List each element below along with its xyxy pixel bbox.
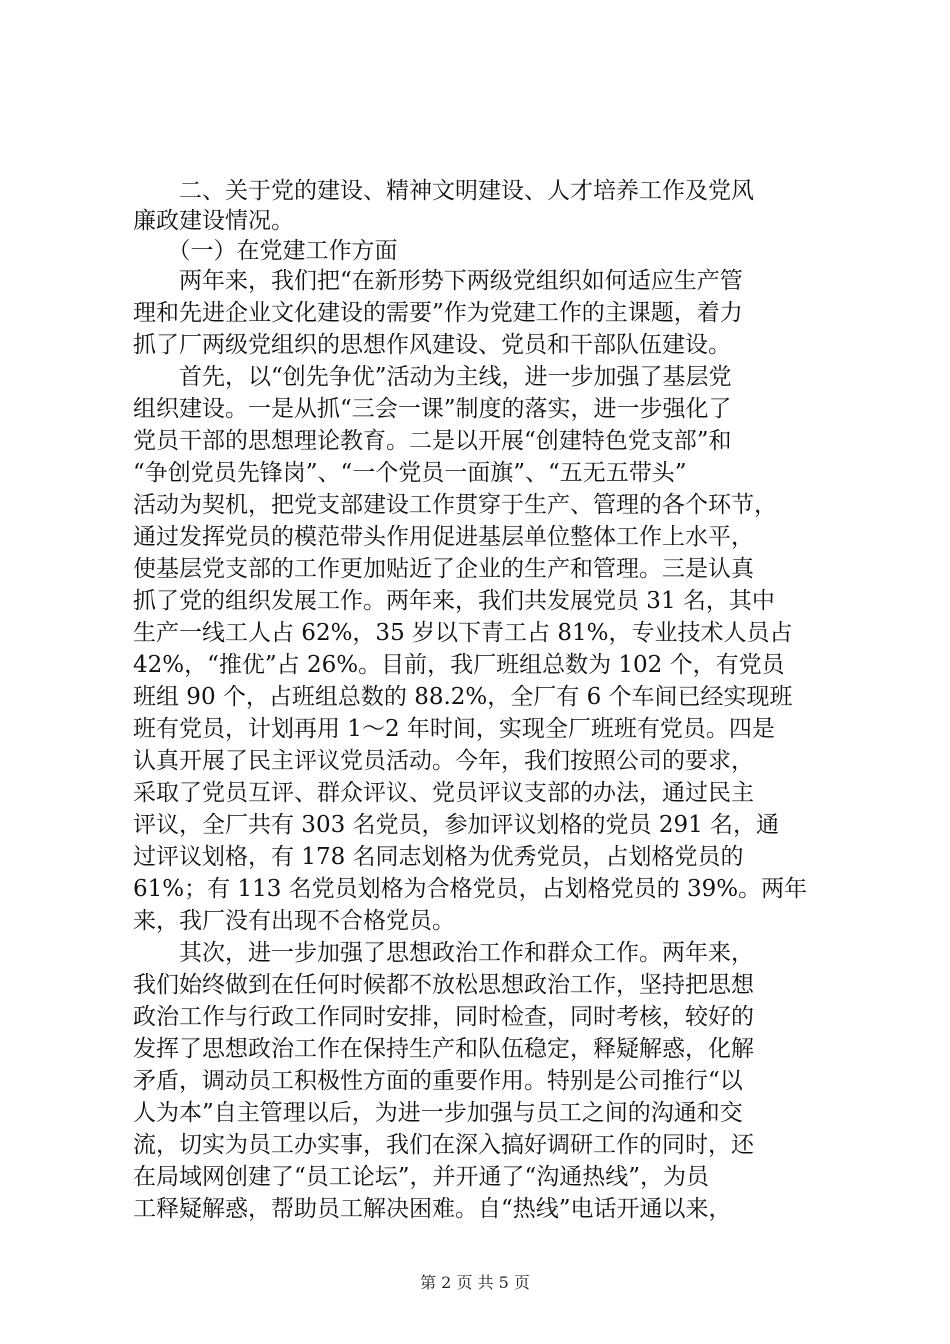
text-line: 首先，以“创先争优”活动为主线，进一步加强了基层党 [133,364,732,390]
text-line: 班组 90 个，占班组总数的 88.2%，全厂有 6 个车间已经实现班 [133,684,793,710]
text-line: 活动为契机，把党支部建设工作贯穿于生产、管理的各个环节， [133,492,777,518]
text-line: 在局域网创建了“员工论坛”，并开通了“沟通热线”，为员 [133,1164,710,1190]
text-line: 廉政建设情况。 [133,208,294,234]
text-line: 使基层党支部的工作更加贴近了企业的生产和管理。三是认真 [133,556,754,582]
text-line: 其次，进一步加强了思想政治工作和群众工作。两年来， [133,940,754,966]
text-line: 两年来，我们把“在新形势下两级党组织如何适应生产管 [133,268,743,294]
text-line: 来，我厂没有出现不合格党员。 [133,908,455,934]
text-line: “争创党员先锋岗”、“一个党员一面旗”、“五无五带头” [133,460,687,486]
text-line: 61%；有 113 名党员划格为合格党员，占划格党员的 39%。两年 [133,876,808,902]
text-line: 二、关于党的建设、精神文明建设、人才培养工作及党风 [133,178,754,204]
text-line: 通过发挥党员的模范带头作用促进基层单位整体工作上水平， [133,524,754,550]
text-line: 采取了党员互评、群众评议、党员评议支部的办法，通过民主 [133,780,754,806]
text-line: 工释疑解惑，帮助员工解决困难。自“热线”电话开通以来， [133,1196,732,1222]
text-line: 理和先进企业文化建设的需要”作为党建工作的主课题，着力 [133,300,743,326]
text-line: 抓了厂两级党组织的思想作风建设、党员和干部队伍建设。 [133,332,731,358]
section-heading: （一）在党建工作方面 [133,238,398,264]
text-line: 生产一线工人占 62%，35 岁以下青工占 81%，专业技术人员占 [133,620,793,646]
text-line: 认真开展了民主评议党员活动。今年，我们按照公司的要求， [133,748,754,774]
text-line: 矛盾，调动员工积极性方面的重要作用。特别是公司推行“以 [133,1068,743,1094]
text-line: 班有党员，计划再用 1～2 年时间，实现全厂班班有党员。四是 [133,716,775,742]
text-line: 评议，全厂共有 303 名党员，参加评议划格的党员 291 名，通 [133,812,780,838]
text-line: 过评议划格，有 178 名同志划格为优秀党员，占划格党员的 [133,844,744,870]
text-line: 发挥了思想政治工作在保持生产和队伍稳定，释疑解惑，化解 [133,1036,754,1062]
text-line: 党员干部的思想理论教育。二是以开展“创建特色党支部”和 [133,428,732,454]
text-line: 抓了党的组织发展工作。两年来，我们共发展党员 31 名，其中 [133,588,775,614]
text-line: 人为本”自主管理以后，为进一步加强与员工之间的沟通和交 [133,1100,743,1126]
text-line: 我们始终做到在任何时候都不放松思想政治工作，坚持把思想 [133,972,754,998]
text-line: 政治工作与行政工作同时安排，同时检查，同时考核，较好的 [133,1004,754,1030]
text-line: 组织建设。一是从抓“三会一课”制度的落实，进一步强化了 [133,396,732,422]
text-line: 42%，“推优”占 26%。目前，我厂班组总数为 102 个，有党员 [133,652,785,678]
text-line: 流，切实为员工办实事，我们在深入搞好调研工作的同时，还 [133,1132,754,1158]
page-footer: 第 2 页 共 5 页 [420,1273,530,1292]
